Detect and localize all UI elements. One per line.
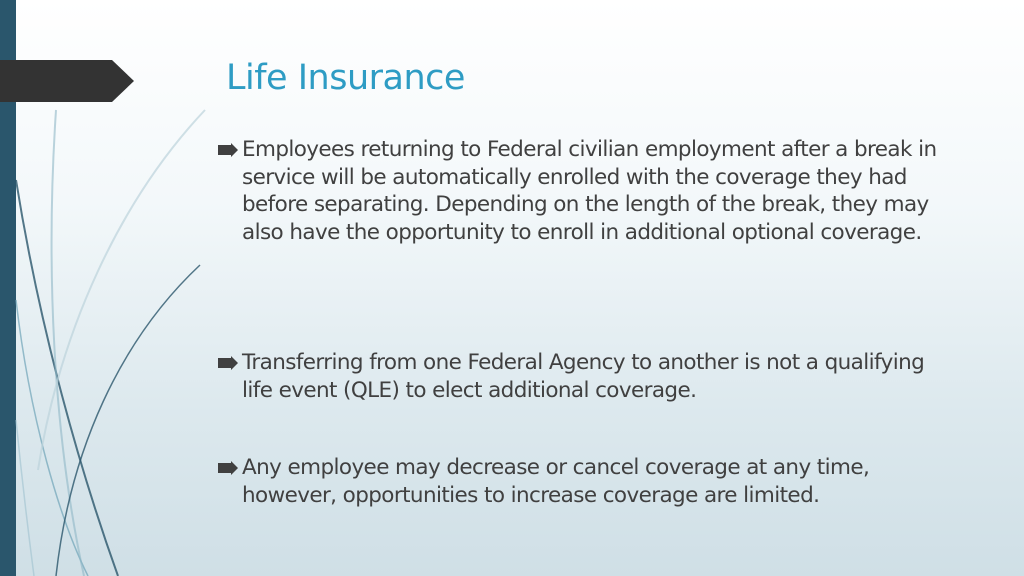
arrow-bullet-icon (218, 349, 242, 377)
title-arrow-shape (0, 60, 134, 102)
arrow-bullet-icon (218, 454, 242, 482)
bullet-item-1 (218, 136, 958, 246)
bullet-text-3: Any employee may decrease or cancel coverage at any time, however, opportunities to increase coverage are limited. (242, 455, 870, 508)
bullet-item-2 (218, 349, 958, 404)
slide-title: Life Insurance (226, 58, 465, 98)
bullet-text-2: Transferring from one Federal Agency to another is not a qualifying life event (QLE) to elect additional coverage. (242, 350, 925, 403)
arrow-bullet-icon (218, 136, 242, 164)
bullet-text-1: Employees returning to Federal civilian employment after a break in service will be automatically enrolled with the coverage they had before separating. Depending on the length of the break, they may also have the opportunity to enroll in additional optional coverage. (242, 137, 937, 245)
bullet-item-3 (218, 454, 958, 509)
